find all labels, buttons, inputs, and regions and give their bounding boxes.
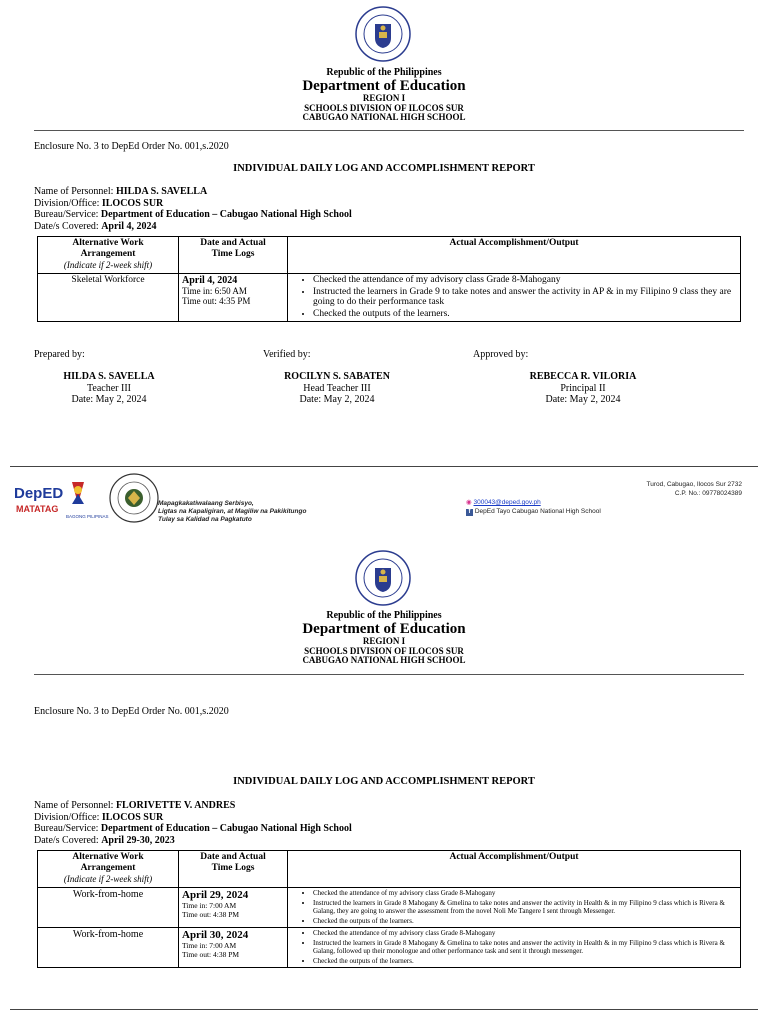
prepared-signatory: HILDA S. SAVELLA Teacher III Date: May 2, 2024 [63, 371, 155, 405]
list-item: • Checked the outputs of the learners. [313, 957, 737, 966]
school-line: CABUGAO NATIONAL HIGH SCHOOL [302, 112, 466, 123]
report-title: INDIVIDUAL DAILY LOG AND ACCOMPLISHMENT REPORT [233, 163, 535, 174]
table-row: Skeletal Workforce April 4, 2024 Time in: 6:50 AM Time out: 4:35 PM • Checked the attendance of my advisory class Grade 8-Mahogany • Instructed the learners in Grade 9 to take notes and answer the activity in AP & in my Filipino 9 class they are going to do their performance task • Checked the outputs of the learners. [38, 274, 741, 322]
school-seal-icon [110, 474, 158, 522]
footer-divider [10, 466, 758, 467]
list-item: • Checked the outputs of the learners. [313, 309, 737, 320]
list-item: • Instructed the learners in Grade 8 Mahogany & Gmelina to take notes and answer the activity in Health & in my Filipino 9 class which is Rivera & Galang, they are going to answer the assessment from the novel Noli Me Tangere I sent through Messenger. [313, 899, 737, 916]
approved-by-label: Approved by: [473, 349, 529, 360]
dates-covered: April 29-30, 2023 [101, 834, 175, 846]
document-page-2 [0, 540, 768, 1024]
svg-text:BAGONG PILIPINAS: BAGONG PILIPINAS [66, 514, 109, 519]
footer-logos [12, 472, 162, 528]
deped-seal-icon [355, 550, 411, 606]
header-divider [34, 674, 744, 675]
report-title: INDIVIDUAL DAILY LOG AND ACCOMPLISHMENT REPORT [233, 776, 535, 787]
header-divider [34, 130, 744, 131]
enclosure-note: Enclosure No. 3 to DepEd Order No. 001,s.2020 [34, 706, 229, 717]
personnel-name: FLORIVETTE V. ANDRES [115, 800, 236, 811]
table-header-row: Alternative Work Arrangement (Indicate if 2-week shift) Date and Actual Time Logs Actual Accomplishment/Output [38, 851, 741, 888]
prepared-by-label: Prepared by: [34, 349, 85, 360]
table-row: Work-from-home April 29, 2024 Time in: 7:00 AM Time out: 4:38 PM • Checked the attendance of my advisory class Grade 8-Mahogany • Instructed the learners in Grade 8 Mahogany & Gmelina to take notes and answer the activity in Health & in my Filipino 9 class which is Rivera & Galang, they are going to answer the assessment from the novel Noli Me Tangere I sent through Messenger. • Checked the outputs of the learners. [38, 888, 741, 928]
division-line: SCHOOLS DIVISION OF ILOCOS SUR [304, 645, 464, 656]
deped-matatag-logo-icon [14, 485, 63, 514]
region-line: REGION I [362, 636, 406, 647]
department-line: Department of Education [302, 77, 466, 94]
footer-address: Turod, Cabugao, Ilocos Sur 2732 C.P. No.: 09778024389 [646, 481, 742, 497]
list-item: • Checked the outputs of the learners. [313, 917, 737, 926]
log-table [37, 236, 741, 322]
footer-motto: Mapagkakatiwalaang Serbisyo, Ligtas na Kapaligiran, at Magiliw na Pakikitungo Tulay sa Kalidad na Pagkatuto [158, 500, 307, 523]
log-table [37, 850, 741, 968]
svg-text:DepED: DepED [14, 485, 64, 502]
republic-line: Republic of the Philippines [326, 67, 442, 78]
bureau-service: Department of Education – Cabugao National High School [100, 823, 352, 834]
svg-text:MATATAG: MATATAG [16, 504, 59, 514]
bureau-service: Department of Education – Cabugao National High School [100, 209, 352, 220]
list-item: • Checked the attendance of my advisory class Grade 8-Mahogany [313, 889, 737, 898]
division-office: ILOCOS SUR [101, 197, 164, 209]
school-line: CABUGAO NATIONAL HIGH SCHOOL [302, 655, 466, 666]
verified-signatory: ROCILYN S. SABATEN Head Teacher III Date: May 2, 2024 [284, 371, 390, 405]
region-line: REGION I [362, 93, 406, 104]
email-link[interactable]: 300043@deped.gov.ph [473, 499, 541, 506]
list-item: • Checked the attendance of my advisory class Grade 8-Mahogany [313, 929, 737, 938]
footer-divider [10, 1009, 758, 1010]
footer-contacts [466, 499, 601, 516]
deped-seal-icon [355, 6, 411, 62]
bagong-pilipinas-logo-icon [66, 482, 109, 519]
division-office: ILOCOS SUR [101, 811, 164, 823]
email-icon: ◉ [466, 499, 472, 506]
facebook-page-link[interactable]: DepEd Tayo Cabugao National High School [474, 507, 601, 515]
division-line: SCHOOLS DIVISION OF ILOCOS SUR [304, 102, 464, 113]
republic-line: Republic of the Philippines [326, 610, 442, 621]
personnel-name: HILDA S. SAVELLA [115, 186, 208, 197]
department-line: Department of Education [302, 620, 466, 637]
list-item: • Instructed the learners in Grade 9 to take notes and answer the activity in AP & in my Filipino 9 class they are going to do their performance task [313, 287, 737, 308]
personnel-info: Name of Personnel: FLORIVETTE V. ANDRES Division/Office: ILOCOS SUR Bureau/Service: Department of Education – Cabugao National High School Date/s Covered: April 29-30, 2023 [34, 800, 352, 846]
list-item: • Instructed the learners in Grade 8 Mahogany & Gmelina to take notes and answer the activity in Health & in my Filipino 9 class which is Rivera & Galang, followed up their monologue and other performance task and sent it through messenger. [313, 939, 737, 956]
facebook-icon: f [466, 509, 473, 516]
table-header-row: Alternative Work Arrangement (Indicate if 2-week shift) Date and Actual Time Logs Actual Accomplishment/Output [38, 237, 741, 274]
personnel-info: Name of Personnel: HILDA S. SAVELLA Division/Office: ILOCOS SUR Bureau/Service: Department of Education – Cabugao National High School Date/s Covered: April 4, 2024 [34, 186, 352, 232]
list-item: • Checked the attendance of my advisory class Grade 8-Mahogany [313, 275, 737, 286]
approved-signatory: REBECCA R. VILORIA Principal II Date: May 2, 2024 [529, 371, 637, 405]
dates-covered: April 4, 2024 [101, 220, 157, 232]
enclosure-note: Enclosure No. 3 to DepEd Order No. 001,s.2020 [34, 141, 229, 152]
table-row: Work-from-home April 30, 2024 Time in: 7:00 AM Time out: 4:38 PM • Checked the attendance of my advisory class Grade 8-Mahogany • Instructed the learners in Grade 8 Mahogany & Gmelina to take notes and answer the activity in Health & in my Filipino 9 class which is Rivera & Galang, followed up their monologue and other performance task and sent it through messenger. • Checked the outputs of the learners. [38, 928, 741, 968]
verified-by-label: Verified by: [263, 349, 311, 360]
